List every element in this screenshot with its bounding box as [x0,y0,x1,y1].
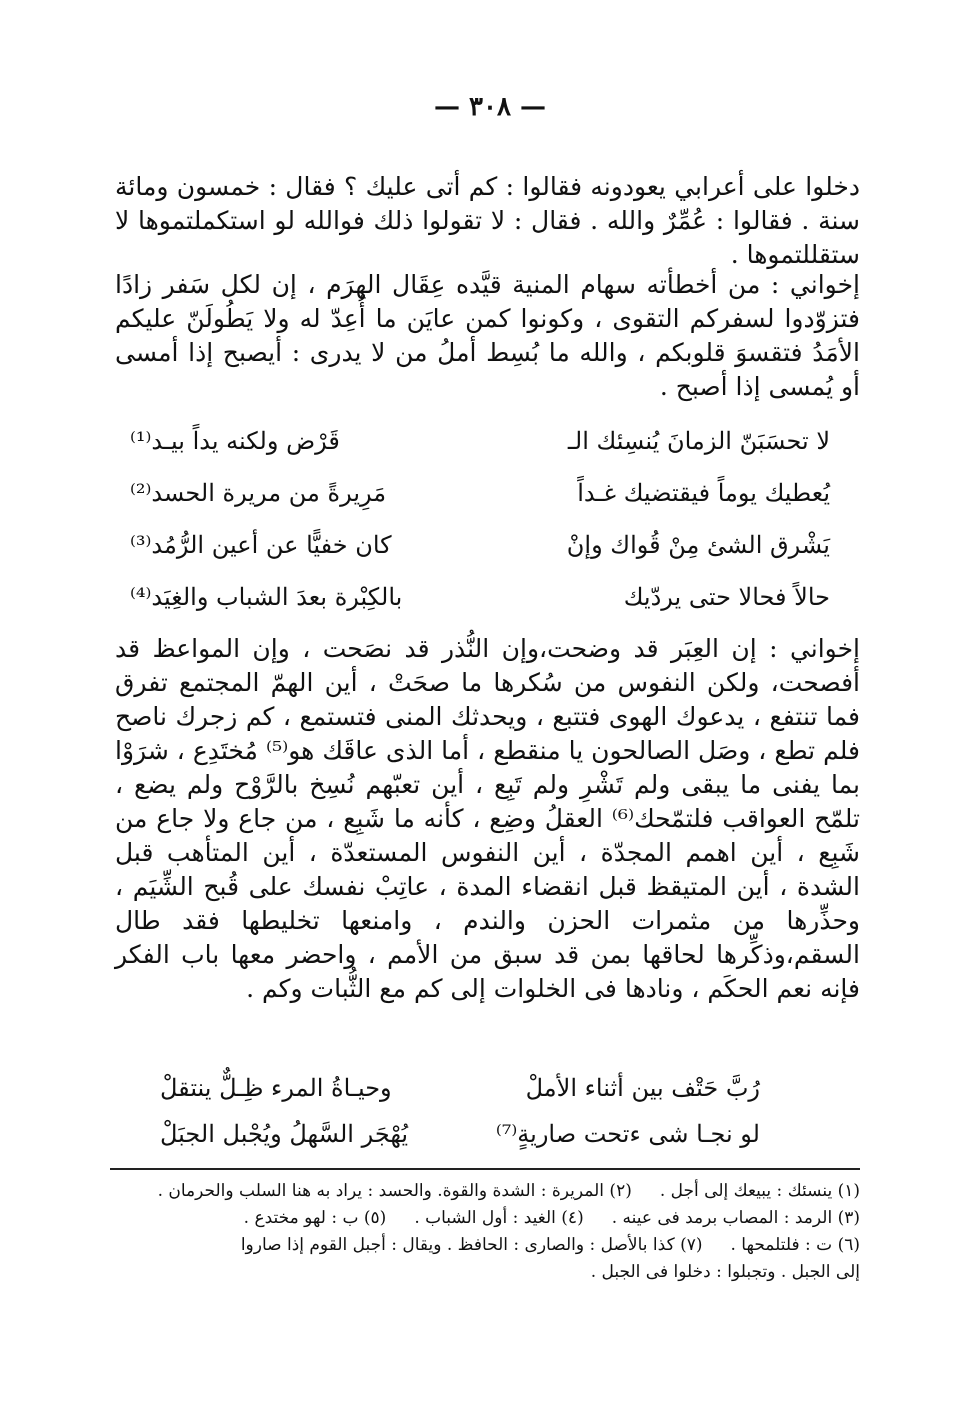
footnotes [110,1178,860,1286]
page-number: — ٣٠٨ — [433,92,547,122]
footnote: (٤) الغيد : أول الشباب . [414,1208,584,1228]
verse-line [130,519,830,571]
verse-line [130,571,830,623]
footnote-divider [110,1168,860,1170]
footnote-row [110,1205,860,1232]
verse-second-hemistich: وحيـاةُ المرء ظِـلٌّ ينتقلْ [160,1074,392,1102]
verse-line [160,1065,760,1111]
footnote: (١) ينسئك : يبيعك إلى أجل . [659,1181,860,1201]
footnote-continuation: إلى الجبل . وتجبلوا : دخلوا فى الجبل . [590,1262,860,1282]
verse-second-hemistich: قَرْض ولكنه يداً بيـد⁽¹⁾ [130,427,340,455]
verse-second-hemistich: مَرِيرةً من مريرة الحسد⁽²⁾ [130,479,387,507]
footnote: (٧) كذا بالأصل : والصارى : الحافظ . ويقال : أجبل القوم إذا صاروا [240,1235,703,1255]
verse-second-hemistich: يُهْجَر السَّهلُ ويُجْبل الجبَلْ [160,1120,409,1148]
verse-second-hemistich: كان خفيًّا عن أعين الرُّمُد⁽³⁾ [130,531,392,559]
poem-death-and-hope [160,1065,760,1157]
footnote: (٢) المريرة : الشدة والقوة. والحسد : يراد به هنا السلب والحرمان . [157,1181,632,1201]
footnote-row [110,1232,860,1259]
footnote: (٣) الرمد : المصاب برمد فى عينه . [611,1208,860,1228]
verse-first-hemistich: لو نجـا شى ءتحت صاريةٍ⁽⁷⁾ [495,1120,760,1148]
poem-time-debt [130,415,830,623]
verse-first-hemistich: يُعطيك يوماً فيقتضيك غـداً [577,479,830,507]
footnote: (٦) ت : فلتلمحها . [730,1235,860,1255]
verse-second-hemistich: بالكِبْرة بعدَ الشباب والغِيَد⁽⁴⁾ [130,583,403,611]
verse-first-hemistich: يَشْرق الشئ مِنْ قُواك وإنْ [566,531,830,559]
verse-line [130,415,830,467]
verse-first-hemistich: لا تحسَبَنّ الزمانَ يُنسِئك الـ [567,427,830,455]
paragraph-brothers-exhortation: إخواني : من أخطأته سهام المنية قيَّده عِقَال الهرَم ، إن لكل سَفر زادًا فتزوّدوا لسفركم التقوى ، وكونوا كمن عايَن ما أُعِدّ له ولا يَطُولَنّ عليكم الأمَدُ فتقسوَ قلوبكم ، والله ما بُسِط أملُ من لا يدرى : أيصبح إذا أمسى أو يُمسى إذا أصبح . [115,270,860,401]
verse-line [160,1111,760,1157]
paragraph-bedouin-anecdote: دخلوا على أعرابي يعودونه فقالوا : كم أتى عليك ؟ فقال : خمسون ومائة سنة . فقالوا : عُمِّرٌ والله . فقال : لا تقولوا ذلك فوالله لو استكملتموها لا ستقللتموها . [115,172,860,269]
verse-line [130,467,830,519]
footnote-row [110,1178,860,1205]
verse-first-hemistich: رُبَّ حَتْف بين أثناء الأملْ [525,1074,760,1102]
footnote: (٥) ب : لهو مختدع . [243,1208,387,1228]
paragraph-lessons: إخواني : إن العِبَر قد وضحت،وإن النُّذر قد نصَحت ، وإن المواعظ قد أفصحت، ولكن النفوس من سُكرها ما صحَتْ ، أين الهمّ المجتمع تفرق فما تنتفع ، يدعوك الهوى فتتبع ، ويحدثك المنى فتستمع ، كم زجرك ناصح فلم تطع ، وصَل الصالحون يا منقطع ، أما الذى عاقَك هو⁽⁵⁾ مُختَدِع ، شرَوْا بما يفنى ما يبقى ولم تَشْرِ ولم تَبِع ، أين تعبّهم نُسِخ بالرَّوْح ولم يضع ، تلمّح العواقب فلتمّحك⁽⁶⁾ العقلُ وضِع ، كأنه ما شَبِع ، من جاع ولا جاع من شَبِع ، أين اهمم المجدّة ، أين النفوس المستعدّة ، أين المتأهب قبل الشدة ، أين المتيقظ قبل انقضاء المدة ، عاتِبْ نفسك على قُبح الشِّيَم ، وحذِّرها من مثمرات الحزن والندم ، وامنعها تخليطها فقد طال السقم،وذكِّرها لحاقها بمن قد سبق من الأمم ، واحضر معها باب الفكر فإنه نعم الحكَم ، ونادها فى الخلوات إلى كم مع الثُّبات وكم . [115,634,860,1003]
verse-first-hemistich: حالاً فحالا حتى يردّيك [623,583,830,611]
